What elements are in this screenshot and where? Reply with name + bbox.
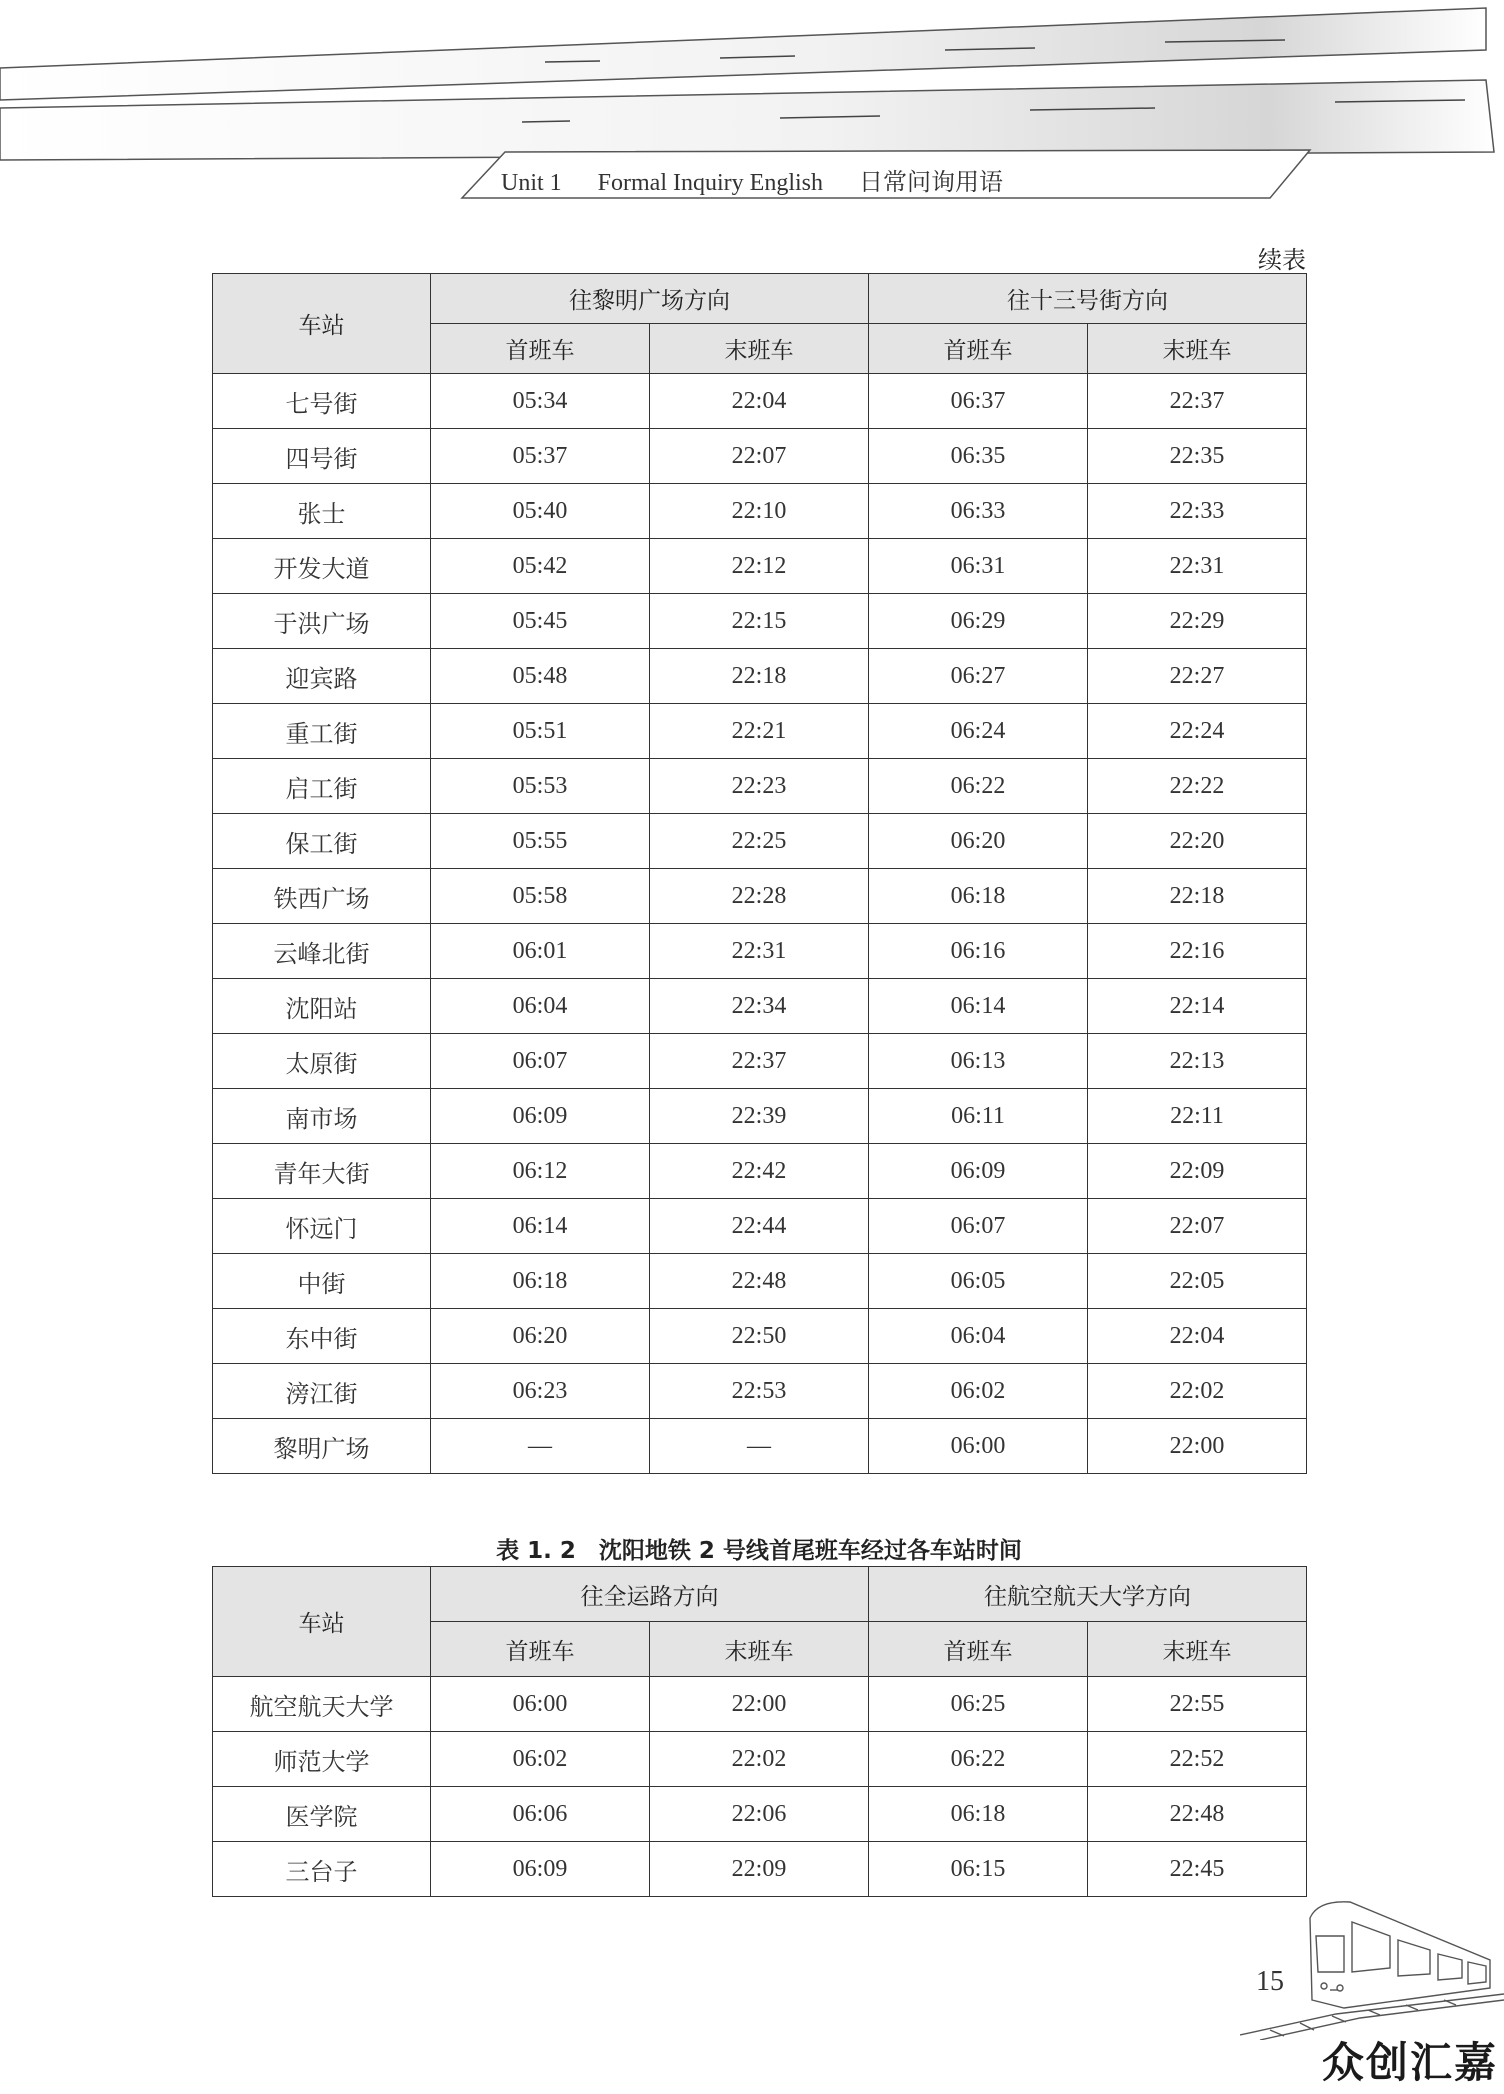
table-row [213, 1842, 1307, 1897]
time-cell: 22:14 [1088, 979, 1307, 1034]
table-row [213, 1364, 1307, 1419]
station-cell: 铁西广场 [213, 869, 431, 924]
time-cell: 05:53 [431, 759, 650, 814]
time-cell: 22:10 [650, 484, 869, 539]
table-row [213, 1034, 1307, 1089]
table-row [213, 924, 1307, 979]
table-row [213, 759, 1307, 814]
time-cell: 06:37 [869, 374, 1088, 429]
time-cell: 22:21 [650, 704, 869, 759]
time-cell: 22:05 [1088, 1254, 1307, 1309]
time-cell: 06:35 [869, 429, 1088, 484]
station-cell: 怀远门 [213, 1199, 431, 1254]
table-row [213, 594, 1307, 649]
time-cell: 06:20 [869, 814, 1088, 869]
time-cell: 22:11 [1088, 1089, 1307, 1144]
time-cell: 06:20 [431, 1309, 650, 1364]
time-cell: 06:07 [869, 1199, 1088, 1254]
time-cell: 22:50 [650, 1309, 869, 1364]
table-row [213, 429, 1307, 484]
time-cell: 06:02 [869, 1364, 1088, 1419]
station-cell: 四号街 [213, 429, 431, 484]
time-cell: 22:09 [1088, 1144, 1307, 1199]
station-cell: 滂江街 [213, 1364, 431, 1419]
time-cell: 06:01 [431, 924, 650, 979]
time-cell: 05:37 [431, 429, 650, 484]
unit-title-cn: 日常问询用语 [859, 170, 1003, 196]
station-cell: 开发大道 [213, 539, 431, 594]
station-cell: 师范大学 [213, 1732, 431, 1787]
time-cell: 22:48 [1088, 1787, 1307, 1842]
time-cell: 22:04 [650, 374, 869, 429]
time-cell: 22:52 [1088, 1732, 1307, 1787]
unit-title: Formal Inquiry English [597, 170, 823, 196]
station-cell: 于洪广场 [213, 594, 431, 649]
line2-timetable [212, 1566, 1307, 1897]
time-cell: 06:24 [869, 704, 1088, 759]
direction-header: 往全运路方向 [431, 1567, 869, 1622]
first-train-header: 首班车 [869, 1622, 1088, 1677]
time-cell: 22:37 [1088, 374, 1307, 429]
time-cell: 22:28 [650, 869, 869, 924]
time-cell: 06:07 [431, 1034, 650, 1089]
time-cell: 06:09 [431, 1089, 650, 1144]
station-cell: 启工街 [213, 759, 431, 814]
time-cell: 06:13 [869, 1034, 1088, 1089]
station-cell: 南市场 [213, 1089, 431, 1144]
table-row [213, 484, 1307, 539]
time-cell: 05:42 [431, 539, 650, 594]
first-train-header: 首班车 [431, 324, 650, 374]
time-cell: 22:15 [650, 594, 869, 649]
time-cell: 06:14 [431, 1199, 650, 1254]
station-cell: 航空航天大学 [213, 1677, 431, 1732]
table-row [213, 1254, 1307, 1309]
time-cell: 06:22 [869, 759, 1088, 814]
time-cell: 22:25 [650, 814, 869, 869]
time-cell: 05:48 [431, 649, 650, 704]
time-cell: 22:18 [1088, 869, 1307, 924]
time-cell: 06:22 [869, 1732, 1088, 1787]
time-cell: 22:18 [650, 649, 869, 704]
table-row [213, 1419, 1307, 1474]
time-cell: 22:48 [650, 1254, 869, 1309]
station-cell: 三台子 [213, 1842, 431, 1897]
time-cell: — [650, 1419, 869, 1474]
time-cell: 22:23 [650, 759, 869, 814]
time-cell: 06:18 [869, 1787, 1088, 1842]
station-cell: 七号街 [213, 374, 431, 429]
time-cell: 06:15 [869, 1842, 1088, 1897]
time-cell: 06:11 [869, 1089, 1088, 1144]
time-cell: 22:53 [650, 1364, 869, 1419]
time-cell: 06:05 [869, 1254, 1088, 1309]
time-cell: 05:55 [431, 814, 650, 869]
time-cell: 22:37 [650, 1034, 869, 1089]
table-body [213, 1677, 1307, 1897]
first-train-header: 首班车 [431, 1622, 650, 1677]
station-cell: 迎宾路 [213, 649, 431, 704]
time-cell: 06:14 [869, 979, 1088, 1034]
time-cell: 06:09 [431, 1842, 650, 1897]
time-cell: 22:31 [1088, 539, 1307, 594]
time-cell: 22:55 [1088, 1677, 1307, 1732]
time-cell: 22:42 [650, 1144, 869, 1199]
time-cell: 22:04 [1088, 1309, 1307, 1364]
time-cell: 22:24 [1088, 704, 1307, 759]
time-cell: 22:02 [650, 1732, 869, 1787]
time-cell: 22:22 [1088, 759, 1307, 814]
time-cell: 22:13 [1088, 1034, 1307, 1089]
time-cell: 22:02 [1088, 1364, 1307, 1419]
last-train-header: 末班车 [650, 1622, 869, 1677]
time-cell: 22:12 [650, 539, 869, 594]
time-cell: 22:34 [650, 979, 869, 1034]
direction-header: 往十三号街方向 [869, 274, 1307, 324]
table-row [213, 1089, 1307, 1144]
time-cell: 05:40 [431, 484, 650, 539]
station-cell: 保工街 [213, 814, 431, 869]
time-cell: 05:58 [431, 869, 650, 924]
time-cell: 22:16 [1088, 924, 1307, 979]
table-row [213, 1144, 1307, 1199]
time-cell: 22:20 [1088, 814, 1307, 869]
time-cell: 22:00 [650, 1677, 869, 1732]
time-cell: 06:33 [869, 484, 1088, 539]
last-train-header: 末班车 [1088, 324, 1307, 374]
time-cell: 06:23 [431, 1364, 650, 1419]
time-cell: 06:25 [869, 1677, 1088, 1732]
page-number: 15 [1256, 1966, 1284, 1997]
time-cell: 06:18 [869, 869, 1088, 924]
unit-label: Unit 1 [501, 170, 562, 196]
line1-timetable [212, 273, 1307, 1474]
direction-header: 往航空航天大学方向 [869, 1567, 1307, 1622]
station-cell: 重工街 [213, 704, 431, 759]
table-row [213, 374, 1307, 429]
table-row [213, 1309, 1307, 1364]
time-cell: 06:18 [431, 1254, 650, 1309]
direction-header: 往黎明广场方向 [431, 274, 869, 324]
time-cell: 22:35 [1088, 429, 1307, 484]
station-cell: 中街 [213, 1254, 431, 1309]
station-cell: 太原街 [213, 1034, 431, 1089]
station-cell: 黎明广场 [213, 1419, 431, 1474]
table-row [213, 1677, 1307, 1732]
time-cell: — [431, 1419, 650, 1474]
time-cell: 06:27 [869, 649, 1088, 704]
time-cell: 06:04 [431, 979, 650, 1034]
time-cell: 22:06 [650, 1787, 869, 1842]
time-cell: 22:44 [650, 1199, 869, 1254]
table-caption: 表 1. 2 沈阳地铁 2 号线首尾班车经过各车站时间 [496, 1538, 1022, 1564]
station-cell: 云峰北街 [213, 924, 431, 979]
time-cell: 22:39 [650, 1089, 869, 1144]
time-cell: 06:04 [869, 1309, 1088, 1364]
table-row [213, 1732, 1307, 1787]
time-cell: 06:00 [431, 1677, 650, 1732]
table-row [213, 869, 1307, 924]
time-cell: 22:00 [1088, 1419, 1307, 1474]
time-cell: 06:06 [431, 1787, 650, 1842]
continued-label: 续表 [1258, 246, 1306, 274]
station-cell: 青年大街 [213, 1144, 431, 1199]
time-cell: 22:29 [1088, 594, 1307, 649]
time-cell: 06:02 [431, 1732, 650, 1787]
first-train-header: 首班车 [869, 324, 1088, 374]
time-cell: 22:27 [1088, 649, 1307, 704]
table-row [213, 814, 1307, 869]
time-cell: 06:09 [869, 1144, 1088, 1199]
time-cell: 06:16 [869, 924, 1088, 979]
time-cell: 22:09 [650, 1842, 869, 1897]
time-cell: 06:31 [869, 539, 1088, 594]
time-cell: 22:07 [650, 429, 869, 484]
station-cell: 张士 [213, 484, 431, 539]
table-row [213, 1787, 1307, 1842]
table-row [213, 649, 1307, 704]
table-row [213, 704, 1307, 759]
time-cell: 06:12 [431, 1144, 650, 1199]
time-cell: 05:34 [431, 374, 650, 429]
table-row [213, 979, 1307, 1034]
time-cell: 22:45 [1088, 1842, 1307, 1897]
time-cell: 06:29 [869, 594, 1088, 649]
station-cell: 东中街 [213, 1309, 431, 1364]
table-body [213, 374, 1307, 1474]
running-head [0, 162, 1504, 197]
last-train-header: 末班车 [650, 324, 869, 374]
watermark-logo: 众创汇嘉 [1321, 2038, 1498, 2087]
station-header: 车站 [213, 274, 431, 374]
time-cell: 05:45 [431, 594, 650, 649]
time-cell: 06:00 [869, 1419, 1088, 1474]
station-header: 车站 [213, 1567, 431, 1677]
station-cell: 医学院 [213, 1787, 431, 1842]
station-cell: 沈阳站 [213, 979, 431, 1034]
time-cell: 05:51 [431, 704, 650, 759]
last-train-header: 末班车 [1088, 1622, 1307, 1677]
time-cell: 22:07 [1088, 1199, 1307, 1254]
time-cell: 22:31 [650, 924, 869, 979]
time-cell: 22:33 [1088, 484, 1307, 539]
table-row [213, 1199, 1307, 1254]
train-illustration [1240, 1890, 1504, 2040]
table-row [213, 539, 1307, 594]
